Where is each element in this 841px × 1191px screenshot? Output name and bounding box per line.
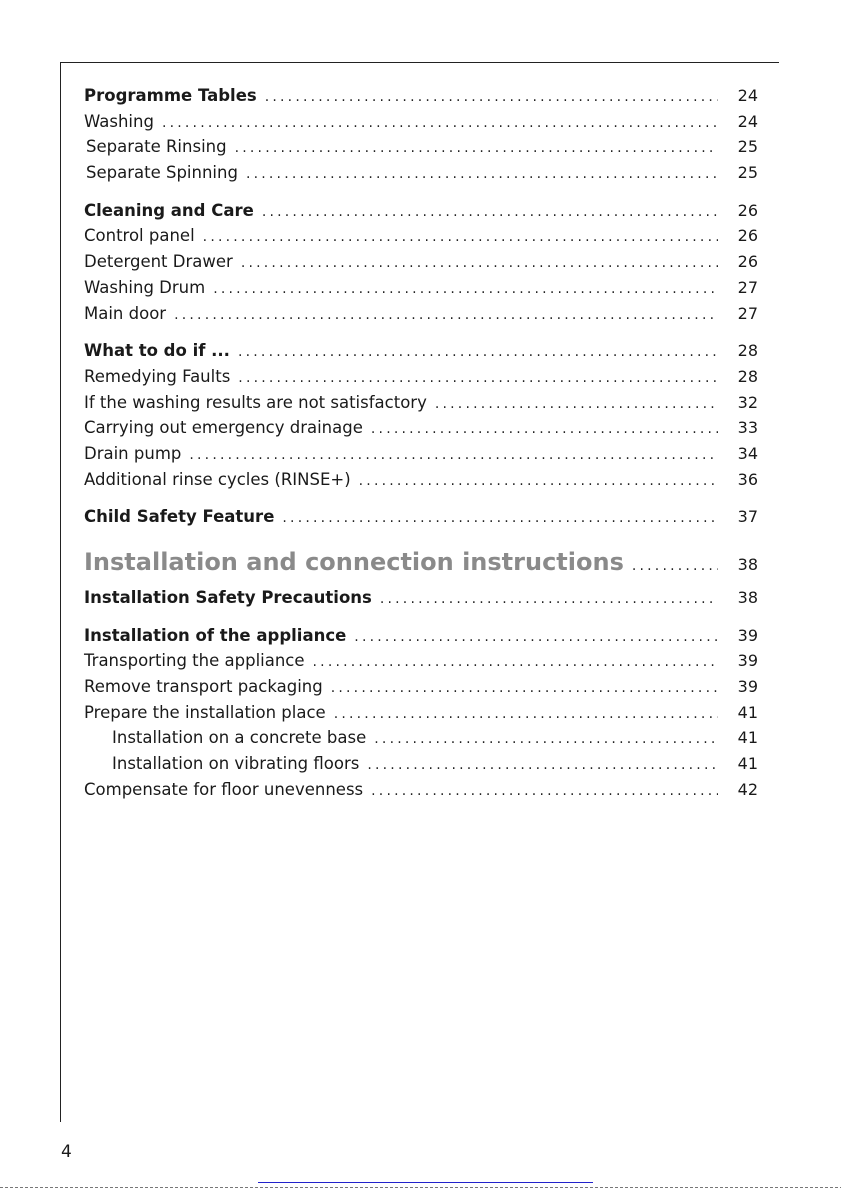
toc-label: Carrying out emergency drainage — [84, 418, 363, 438]
toc-page: 41 — [737, 728, 758, 748]
toc-label: Washing Drum — [84, 277, 206, 297]
page-number: 4 — [61, 1142, 72, 1162]
toc-entry-separate-rinsing[interactable] — [84, 137, 758, 163]
toc-page: 25 — [737, 163, 758, 183]
toc-leader — [238, 370, 718, 386]
toc-entry-separate-spinning[interactable] — [84, 163, 758, 189]
toc-leader — [435, 396, 718, 412]
toc-label: Separate Rinsing — [86, 137, 227, 157]
toc-label: Compensate for floor unevenness — [84, 779, 364, 799]
toc-leader — [246, 166, 718, 182]
toc-label: Programme Tables — [84, 86, 257, 105]
toc-leader — [282, 510, 718, 526]
toc-leader — [238, 344, 718, 360]
toc-leader — [162, 115, 718, 131]
toc-page: 24 — [737, 111, 758, 131]
toc-label: Separate Spinning — [86, 163, 238, 183]
toc-label: Prepare the installation place — [84, 702, 326, 722]
toc-entry-child-safety[interactable] — [84, 507, 758, 533]
table-of-contents — [84, 86, 758, 806]
toc-leader — [241, 255, 718, 271]
toc-leader — [371, 783, 718, 799]
toc-leader — [354, 629, 718, 645]
toc-label: Additional rinse cycles (RINSE+) — [84, 469, 351, 489]
toc-page: 37 — [737, 507, 758, 527]
toc-page: 27 — [737, 277, 758, 297]
toc-label: Remedying Faults — [84, 366, 231, 386]
toc-leader — [380, 591, 718, 607]
toc-label: Installation of the appliance — [84, 625, 347, 645]
toc-page: 38 — [737, 555, 758, 574]
toc-entry-programme-tables[interactable] — [84, 86, 758, 112]
toc-label: Main door — [84, 303, 167, 323]
page-frame-top — [60, 62, 779, 63]
toc-entry-floor-unevenness[interactable] — [84, 780, 758, 806]
toc-leader — [359, 473, 718, 489]
page-frame-left — [60, 62, 61, 1122]
toc-label: Cleaning and Care — [84, 200, 254, 220]
toc-leader — [632, 558, 718, 574]
toc-leader — [265, 89, 718, 105]
bottom-link-underline[interactable] — [258, 1182, 593, 1183]
toc-label: Control panel — [84, 226, 195, 246]
toc-page: 26 — [737, 226, 758, 246]
toc-entry-cleaning-and-care[interactable] — [84, 201, 758, 227]
toc-entry-drain-pump[interactable] — [84, 444, 758, 470]
toc-page: 38 — [737, 588, 758, 607]
toc-entry-concrete-base[interactable] — [84, 728, 758, 754]
toc-leader — [331, 680, 718, 696]
toc-label: Transporting the appliance — [84, 651, 305, 671]
toc-page: 32 — [737, 392, 758, 412]
toc-page: 41 — [737, 754, 758, 774]
toc-page: 42 — [737, 779, 758, 799]
toc-leader — [174, 307, 718, 323]
toc-entry-transporting[interactable] — [84, 651, 758, 677]
toc-page: 34 — [737, 443, 758, 463]
toc-entry-washing-drum[interactable] — [84, 278, 758, 304]
toc-entry-vibrating-floors[interactable] — [84, 754, 758, 780]
toc-entry-main-door[interactable] — [84, 304, 758, 330]
toc-page: 39 — [737, 677, 758, 697]
toc-page: 33 — [737, 418, 758, 438]
toc-leader — [374, 731, 718, 747]
toc-leader — [371, 421, 718, 437]
toc-entry-washing-results[interactable] — [84, 393, 758, 419]
toc-leader — [262, 204, 718, 220]
toc-entry-installation-of-appliance[interactable] — [84, 626, 758, 652]
toc-entry-emergency-drainage[interactable] — [84, 418, 758, 444]
toc-entry-remove-packaging[interactable] — [84, 677, 758, 703]
toc-page: 25 — [737, 137, 758, 157]
toc-leader — [367, 757, 718, 773]
toc-page: 41 — [737, 702, 758, 722]
toc-page: 39 — [737, 651, 758, 671]
toc-page: 36 — [737, 469, 758, 489]
toc-entry-washing[interactable] — [84, 112, 758, 138]
toc-entry-installation-safety[interactable] — [84, 588, 758, 614]
toc-leader — [189, 447, 718, 463]
toc-label: Remove transport packaging — [84, 677, 323, 697]
toc-leader — [203, 229, 718, 245]
toc-label: If the washing results are not satisfactory — [84, 392, 427, 412]
toc-label: Child Safety Feature — [84, 507, 275, 527]
toc-label: Installation on vibrating floors — [112, 754, 360, 774]
toc-label: Installation on a concrete base — [112, 728, 367, 748]
bottom-dotted-line — [0, 1187, 841, 1188]
toc-entry-detergent-drawer[interactable] — [84, 252, 758, 278]
toc-entry-additional-rinse[interactable] — [84, 470, 758, 496]
toc-entry-what-to-do-if[interactable] — [84, 341, 758, 367]
toc-page: 26 — [737, 200, 758, 220]
toc-section-heading-installation[interactable] — [84, 548, 758, 588]
toc-page: 39 — [737, 625, 758, 645]
toc-leader — [334, 706, 718, 722]
toc-heading-label: Installation and connection instructions — [84, 548, 624, 576]
toc-leader — [235, 140, 718, 156]
toc-page: 28 — [737, 366, 758, 386]
toc-page: 26 — [737, 252, 758, 272]
toc-entry-control-panel[interactable] — [84, 226, 758, 252]
toc-leader — [313, 654, 718, 670]
toc-entry-prepare-place[interactable] — [84, 703, 758, 729]
toc-page: 24 — [737, 86, 758, 105]
toc-entry-remedying-faults[interactable] — [84, 367, 758, 393]
toc-label: What to do if ... — [84, 341, 230, 361]
toc-label: Washing — [84, 111, 154, 131]
toc-page: 27 — [737, 303, 758, 323]
toc-label: Installation Safety Precautions — [84, 588, 372, 607]
toc-leader — [213, 281, 718, 297]
toc-label: Detergent Drawer — [84, 252, 233, 272]
toc-label: Drain pump — [84, 443, 182, 463]
toc-page: 28 — [737, 341, 758, 361]
